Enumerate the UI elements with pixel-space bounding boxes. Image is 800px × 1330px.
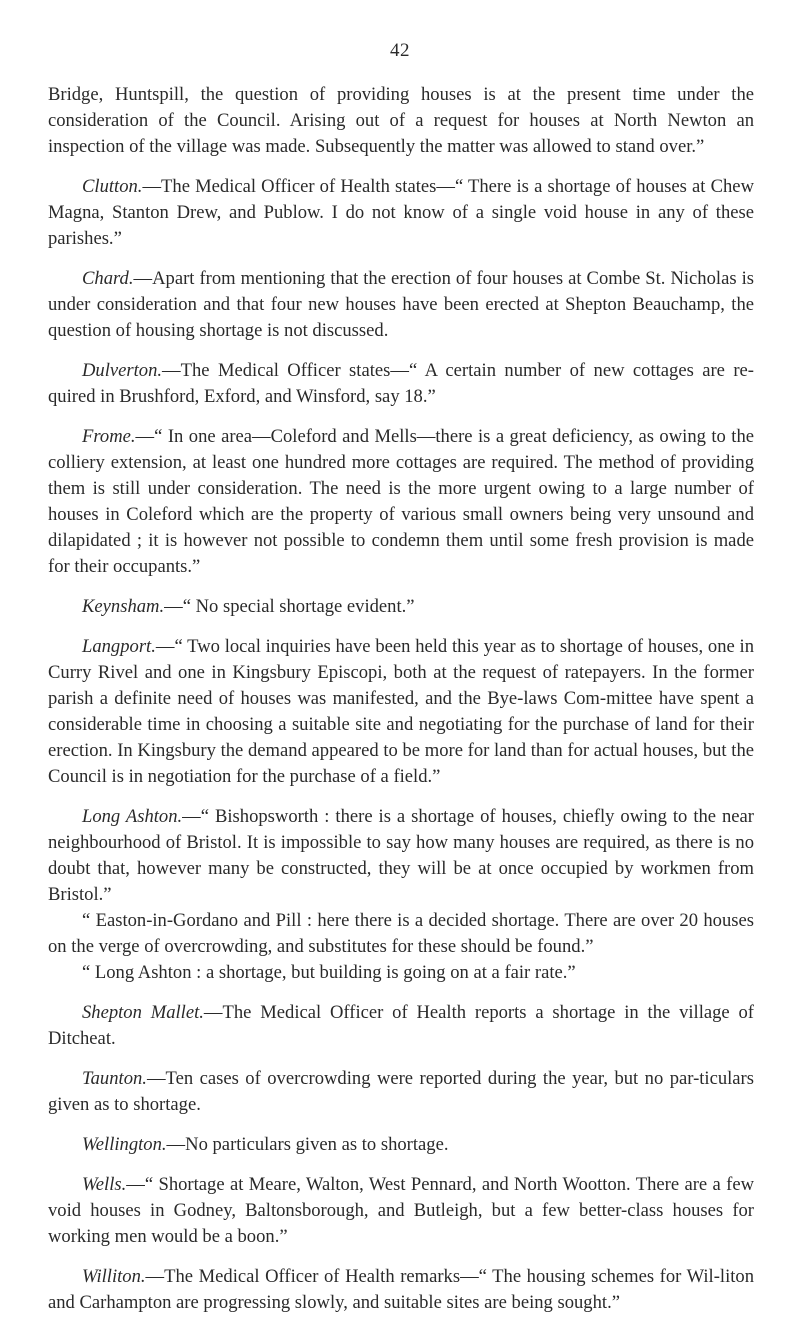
page-number: 42 <box>390 40 410 61</box>
paragraph-frome <box>48 424 754 580</box>
place-name: Wells. <box>82 1174 127 1195</box>
place-name: Wellington. <box>82 1134 167 1155</box>
paragraph-text: —No particulars given as to shortage. <box>166 1134 449 1155</box>
paragraph-bridge-continued <box>48 82 754 160</box>
place-name: Shepton Mallet. <box>82 1002 204 1023</box>
place-name: Frome. <box>82 426 136 447</box>
paragraph-text: —“ In one area—Coleford and Mells—there is a great deficiency, as owing to the colliery extension, at least one hundred more cottages are required. The method of providing them is still under consideration. The need is the more urgent owing to a large number of houses in Coleford which are the property of various small owners being very unsound and dilapidated ; it is however not possible to condemn them until some fresh provision is made for their occupants.” <box>48 426 754 577</box>
paragraph-text: —Ten cases of overcrowding were reported during the year, but no par-ticulars given as to shortage. <box>48 1068 754 1115</box>
paragraph-text: Bridge, Huntspill, the question of providing houses is at the present time under the consideration of the Council. Arising out of a request for houses at North Newton an inspection of the village was made. Subsequently the matter was allowed to stand over.” <box>48 84 754 157</box>
paragraph-long-ashton-shortage <box>48 960 754 986</box>
paragraph-text: —The Medical Officer states—“ A certain number of new cottages are re-quired in Brushford, Exford, and Winsford, say 18.” <box>48 360 754 407</box>
paragraph-text: —“ Bishopsworth : there is a shortage of houses, chiefly owing to the near neighbourhood of Bristol. It is impossible to say how many houses are required, as there is no doubt that, however many be constructed, they will be at once occupied by workmen from Bristol.” <box>48 806 754 905</box>
paragraph-long-ashton <box>48 804 754 908</box>
place-name: Long Ashton. <box>82 806 183 827</box>
place-name: Williton. <box>82 1266 146 1287</box>
paragraph-text: “ Easton-in-Gordano and Pill : here there is a decided shortage. There are over 20 houses on the verge of overcrowding, and substitutes for these should be found.” <box>48 910 754 957</box>
place-name: Clutton. <box>82 176 143 197</box>
paragraph-keynsham <box>48 594 754 620</box>
paragraph-chard <box>48 266 754 344</box>
paragraph-dulverton <box>48 358 754 410</box>
paragraph-langport <box>48 634 754 790</box>
paragraph-wellington <box>48 1132 754 1158</box>
place-name: Keynsham. <box>82 596 165 617</box>
paragraph-clutton <box>48 174 754 252</box>
paragraph-text: —The Medical Officer of Health reports a shortage in the village of Ditcheat. <box>48 1002 754 1049</box>
paragraph-text: —“ Two local inquiries have been held this year as to shortage of houses, one in Curry Rivel and one in Kingsbury Episcopi, both at the request of ratepayers. In the former parish a definite need of houses was manifested, and the Bye-laws Com-mittee have spent a considerable time in choosing a suitable site and negotiating for the purchase of land for their erection. In Kingsbury the demand appeared to be more for land than for actual houses, but the Council is in negotiation for the purchase of a field.” <box>48 636 754 787</box>
paragraph-text: —“ Shortage at Meare, Walton, West Pennard, and North Wootton. There are a few void houses in Godney, Baltonsborough, and Butleigh, but a few better-class houses for working men would be a boon.” <box>48 1174 754 1247</box>
paragraph-easton-in-gordano <box>48 908 754 960</box>
paragraph-text: “ Long Ashton : a shortage, but building is going on at a fair rate.” <box>82 962 576 983</box>
place-name: Langport. <box>82 636 156 657</box>
page-body <box>48 82 754 1330</box>
paragraph-shepton-mallet <box>48 1000 754 1052</box>
paragraph-text: —The Medical Officer of Health states—“ There is a shortage of houses at Chew Magna, Stanton Drew, and Publow. I do not know of a single void house in any of these parishes.” <box>48 176 754 249</box>
paragraph-wells <box>48 1172 754 1250</box>
paragraph-text: —Apart from mentioning that the erection of four houses at Combe St. Nicholas is under consideration and that four new houses have been erected at Shepton Beauchamp, the question of housing shortage is not discussed. <box>48 268 754 341</box>
paragraph-williton <box>48 1264 754 1316</box>
place-name: Dulverton. <box>82 360 163 381</box>
paragraph-text: —The Medical Officer of Health remarks—“ The housing schemes for Wil-liton and Carhampton are progressing slowly, and suitable sites are being sought.” <box>48 1266 754 1313</box>
place-name: Taunton. <box>82 1068 147 1089</box>
paragraph-text: —“ No special shortage evident.” <box>164 596 415 617</box>
paragraph-taunton <box>48 1066 754 1118</box>
place-name: Chard. <box>82 268 134 289</box>
